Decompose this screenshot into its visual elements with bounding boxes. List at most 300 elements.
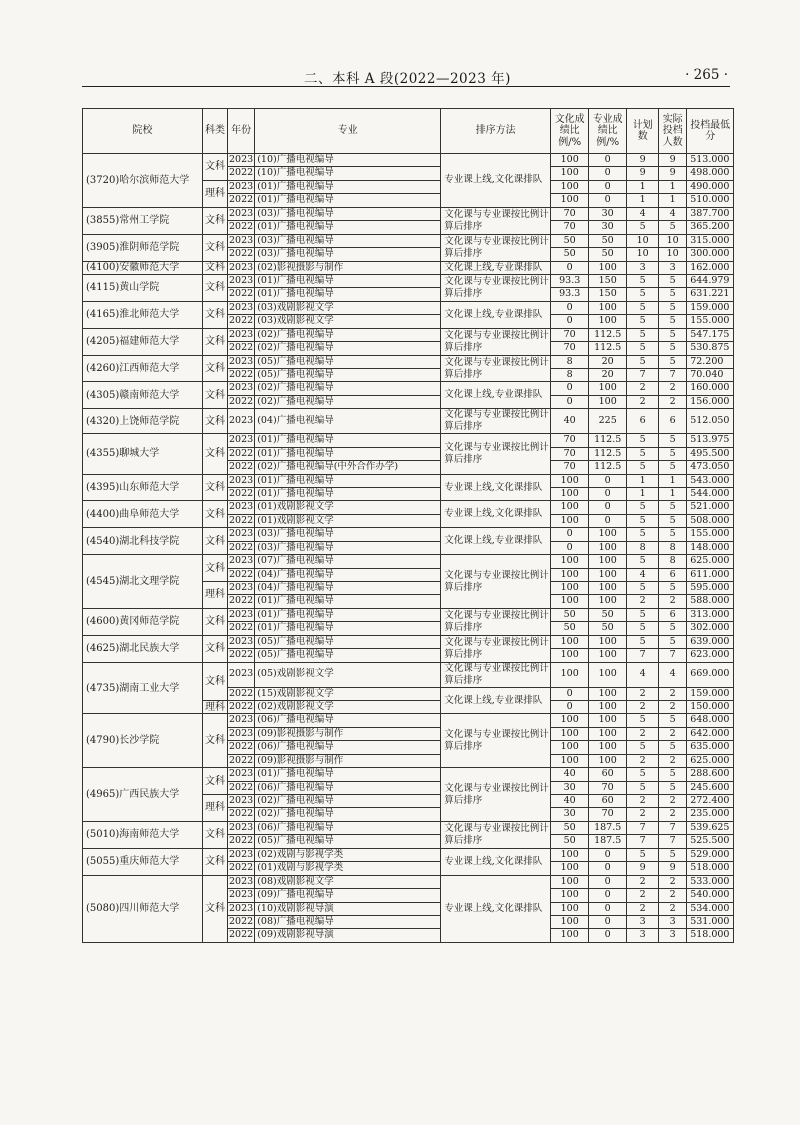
min-score: 159.000: [687, 687, 734, 700]
subject-category: 理科: [203, 795, 228, 822]
min-score: 159.000: [687, 301, 734, 314]
min-score: 162.000: [687, 261, 734, 274]
ranking-method: 专业课上线,文化课排队: [441, 501, 551, 528]
year: 2023: [228, 409, 255, 434]
major-name: (05)广播电视编导: [255, 649, 441, 662]
table-row: [83, 821, 734, 834]
major-ratio: 60: [589, 795, 627, 808]
min-score: 150.000: [687, 700, 734, 713]
min-score: 156.000: [687, 395, 734, 408]
culture-ratio: 100: [551, 555, 589, 568]
min-score: 272.400: [687, 795, 734, 808]
actual-count: 10: [659, 234, 687, 247]
actual-count: 5: [659, 635, 687, 648]
major-name: (08)广播电视编导: [255, 915, 441, 928]
actual-count: 2: [659, 700, 687, 713]
actual-count: 8: [659, 541, 687, 554]
school-name: (4545)湖北文理学院: [83, 555, 203, 609]
culture-ratio: 93.3: [551, 274, 589, 287]
major-name: (01)广播电视编导: [255, 434, 441, 447]
actual-count: 2: [659, 727, 687, 740]
min-score: 530.875: [687, 342, 734, 355]
year: 2023: [229, 848, 254, 860]
table-row: [83, 474, 734, 487]
actual-count: 3: [659, 929, 687, 942]
culture-ratio: 100: [551, 662, 589, 687]
plan-count: 5: [627, 514, 659, 527]
major-name: (01)广播电视编导: [255, 288, 441, 301]
subject-category: 文科: [203, 848, 228, 875]
culture-ratio: 100: [551, 180, 589, 193]
year: 2023: [229, 474, 254, 486]
major-ratio: 0: [589, 915, 627, 928]
header-method: 排序方法: [441, 109, 551, 154]
major-name: (01)广播电视编导: [255, 194, 441, 207]
actual-count: 5: [659, 328, 687, 341]
school-name: (4355)聊城大学: [83, 434, 203, 474]
culture-ratio: 0: [551, 315, 589, 328]
major-name: (03)广播电视编导: [255, 207, 441, 220]
plan-count: 7: [627, 821, 659, 834]
major-name: (04)广播电视编导: [255, 409, 441, 434]
min-score: 539.625: [687, 821, 734, 834]
major-ratio: 70: [589, 808, 627, 821]
table-row: [83, 234, 734, 247]
major-ratio: 0: [589, 875, 627, 888]
subject-category: 文科: [203, 608, 228, 635]
major-name: (02)影视摄影与制作: [255, 261, 441, 274]
year: 2023: [229, 821, 254, 833]
culture-ratio: 93.3: [551, 288, 589, 301]
subject-category: 文科: [203, 382, 228, 409]
year: 2023: [229, 180, 254, 192]
major-ratio: 0: [589, 929, 627, 942]
min-score: 611.000: [687, 568, 734, 581]
actual-count: 5: [659, 461, 687, 474]
min-score: 635.000: [687, 741, 734, 754]
actual-count: 6: [659, 409, 687, 434]
major-name: (02)广播电视编导(中外合作办学): [255, 461, 441, 474]
major-ratio: 50: [589, 234, 627, 247]
major-ratio: 60: [589, 768, 627, 781]
ranking-method: 文化课与专业课按比例计算后排序: [441, 434, 551, 474]
plan-count: 3: [627, 915, 659, 928]
actual-count: 5: [659, 447, 687, 460]
major-name: (08)戏剧影视文学: [255, 875, 441, 888]
culture-ratio: 40: [551, 409, 589, 434]
year: 2022: [229, 487, 254, 499]
plan-count: 5: [627, 741, 659, 754]
subject-category: 文科: [203, 528, 228, 555]
major-name: (01)广播电视编导: [255, 221, 441, 234]
plan-count: 5: [627, 714, 659, 727]
ranking-method: 文化课与专业课按比例计算后排序: [441, 555, 551, 609]
year: 2022: [229, 395, 254, 407]
ranking-method: 文化课与专业课按比例计算后排序: [441, 608, 551, 635]
table-row: [83, 274, 734, 287]
major-ratio: 100: [589, 700, 627, 713]
culture-ratio: 100: [551, 727, 589, 740]
culture-ratio: 100: [551, 514, 589, 527]
ranking-method: 文化课与专业课按比例计算后排序: [441, 768, 551, 822]
table-row: [83, 154, 734, 167]
culture-ratio: 100: [551, 848, 589, 861]
major-name: (02)广播电视编导: [255, 808, 441, 821]
actual-count: 5: [659, 622, 687, 635]
actual-count: 10: [659, 248, 687, 261]
year: 2023: [229, 727, 254, 739]
year: 2022: [229, 568, 254, 580]
culture-ratio: 70: [551, 342, 589, 355]
major-ratio: 0: [589, 514, 627, 527]
header-actual: 实际投档人数: [659, 109, 687, 154]
plan-count: 9: [627, 862, 659, 875]
school-name: (5010)海南师范大学: [83, 821, 203, 848]
table-row: [83, 328, 734, 341]
year: 2023: [229, 608, 254, 620]
major-ratio: 50: [589, 248, 627, 261]
year: 2022: [229, 342, 254, 354]
plan-count: 2: [627, 795, 659, 808]
school-name: (4540)湖北科技学院: [83, 528, 203, 555]
min-score: 642.000: [687, 727, 734, 740]
year: 2022: [229, 248, 254, 260]
major-name: (05)广播电视编导: [255, 835, 441, 848]
min-score: 521.000: [687, 501, 734, 514]
ranking-method: 文化课与专业课按比例计算后排序: [441, 635, 551, 662]
major-name: (02)广播电视编导: [255, 795, 441, 808]
major-name: (01)广播电视编导: [255, 608, 441, 621]
min-score: 245.600: [687, 781, 734, 794]
page-header: [82, 64, 730, 87]
culture-ratio: 40: [551, 795, 589, 808]
subject-category: 理科: [203, 180, 228, 207]
major-name: (07)广播电视编导: [255, 555, 441, 568]
year: 2023: [228, 662, 255, 687]
major-ratio: 112.5: [589, 447, 627, 460]
actual-count: 5: [659, 741, 687, 754]
major-name: (03)戏剧影视文学: [255, 301, 441, 314]
plan-count: 4: [627, 568, 659, 581]
actual-count: 5: [659, 221, 687, 234]
major-ratio: 100: [589, 754, 627, 767]
plan-count: 5: [627, 582, 659, 595]
culture-ratio: 0: [551, 687, 589, 700]
table-row: [83, 261, 734, 274]
actual-count: 6: [659, 568, 687, 581]
major-ratio: 100: [589, 662, 627, 687]
year: 2023: [229, 154, 254, 165]
year: 2023: [229, 501, 254, 513]
plan-count: 5: [627, 342, 659, 355]
culture-ratio: 50: [551, 835, 589, 848]
actual-count: 2: [659, 808, 687, 821]
major-name: (10)戏剧影视导演: [255, 902, 441, 915]
actual-count: 5: [659, 501, 687, 514]
major-name: (01)广播电视编导: [255, 595, 441, 608]
plan-count: 2: [627, 754, 659, 767]
min-score: 625.000: [687, 754, 734, 767]
major-ratio: 100: [589, 741, 627, 754]
major-ratio: 150: [589, 288, 627, 301]
min-score: 525.500: [687, 835, 734, 848]
major-ratio: 100: [589, 555, 627, 568]
actual-count: 5: [659, 288, 687, 301]
culture-ratio: 70: [551, 434, 589, 447]
year: 2022: [229, 915, 254, 927]
culture-ratio: 8: [551, 369, 589, 382]
year: 2022: [229, 862, 254, 874]
culture-ratio: 0: [551, 301, 589, 314]
actual-count: 2: [659, 875, 687, 888]
min-score: 644.979: [687, 274, 734, 287]
table-row: [83, 382, 734, 395]
min-score: 155.000: [687, 315, 734, 328]
culture-ratio: 0: [551, 528, 589, 541]
school-name: (5080)四川师范大学: [83, 875, 203, 942]
table-row: [83, 528, 734, 541]
plan-count: 5: [627, 555, 659, 568]
major-ratio: 30: [589, 207, 627, 220]
school-name: (4625)湖北民族大学: [83, 635, 203, 662]
school-name: (4600)黄冈师范学院: [83, 608, 203, 635]
major-ratio: 0: [589, 902, 627, 915]
ranking-method: 专业课上线,文化课排队: [441, 875, 551, 942]
major-name: (09)影视摄影与制作: [255, 727, 441, 740]
year: 2022: [229, 315, 254, 327]
min-score: 543.000: [687, 474, 734, 487]
subject-category: 文科: [203, 207, 228, 234]
year: 2022: [229, 194, 254, 206]
header-year: 年份: [228, 109, 255, 154]
year: 2023: [229, 355, 254, 367]
plan-count: 5: [627, 501, 659, 514]
plan-count: 9: [627, 154, 659, 167]
subject-category: 文科: [203, 474, 228, 501]
major-name: (03)戏剧影视文学: [255, 315, 441, 328]
plan-count: 5: [627, 461, 659, 474]
plan-count: 5: [627, 328, 659, 341]
min-score: 518.000: [687, 862, 734, 875]
actual-count: 1: [659, 194, 687, 207]
min-score: 531.000: [687, 915, 734, 928]
min-score: 508.000: [687, 514, 734, 527]
school-name: (3855)常州工学院: [83, 207, 203, 234]
plan-count: 5: [627, 447, 659, 460]
actual-count: 1: [659, 474, 687, 487]
culture-ratio: 100: [551, 741, 589, 754]
culture-ratio: 70: [551, 207, 589, 220]
actual-count: 5: [659, 781, 687, 794]
subject-category: 文科: [203, 768, 228, 795]
plan-count: 2: [627, 902, 659, 915]
min-score: 155.000: [687, 528, 734, 541]
ranking-method: 文化课与专业课按比例计算后排序: [441, 207, 551, 234]
ranking-method: 文化课上线,专业课排队: [441, 382, 551, 409]
subject-category: 文科: [203, 635, 228, 662]
major-ratio: 112.5: [589, 461, 627, 474]
subject-category: 文科: [203, 154, 228, 181]
major-name: (03)广播电视编导: [255, 234, 441, 247]
year: 2023: [229, 301, 254, 313]
actual-count: 5: [659, 514, 687, 527]
culture-ratio: 100: [551, 649, 589, 662]
plan-count: 5: [627, 301, 659, 314]
year: 2023: [229, 768, 254, 780]
ranking-method: 文化课与专业课按比例计算后排序: [441, 714, 551, 768]
major-name: (01)广播电视编导: [255, 768, 441, 781]
header-culture-ratio: 文化成绩比例/%: [551, 109, 589, 154]
major-name: (05)广播电视编导: [255, 635, 441, 648]
min-score: 513.000: [687, 154, 734, 167]
school-name: (4395)山东师范大学: [83, 474, 203, 501]
plan-count: 5: [627, 274, 659, 287]
ranking-method: 文化课与专业课按比例计算后排序: [441, 328, 551, 355]
ranking-method: 文化课上线,专业课排队: [441, 687, 551, 714]
actual-count: 2: [659, 902, 687, 915]
ranking-method: 文化课与专业课按比例计算后排序: [441, 274, 551, 301]
major-ratio: 20: [589, 369, 627, 382]
culture-ratio: 50: [551, 234, 589, 247]
subject-category: 文科: [203, 714, 228, 768]
culture-ratio: 100: [551, 595, 589, 608]
plan-count: 5: [627, 221, 659, 234]
min-score: 235.000: [687, 808, 734, 821]
major-ratio: 112.5: [589, 342, 627, 355]
plan-count: 2: [627, 687, 659, 700]
school-name: (4400)曲阜师范大学: [83, 501, 203, 528]
year: 2022: [229, 929, 254, 941]
actual-count: 9: [659, 154, 687, 167]
ranking-method: 文化课与专业课按比例计算后排序: [441, 355, 551, 382]
table-header-row: [83, 109, 734, 154]
min-score: 623.000: [687, 649, 734, 662]
actual-count: 2: [659, 595, 687, 608]
actual-count: 5: [659, 301, 687, 314]
year: 2022: [229, 754, 254, 766]
table-row: [83, 301, 734, 314]
major-ratio: 0: [589, 862, 627, 875]
min-score: 498.000: [687, 167, 734, 180]
school-name: (4115)黄山学院: [83, 274, 203, 301]
actual-count: 5: [659, 848, 687, 861]
header-school: 院校: [83, 109, 203, 154]
plan-count: 2: [627, 700, 659, 713]
year: 2023: [229, 555, 254, 567]
year: 2023: [229, 582, 254, 594]
plan-count: 3: [627, 261, 659, 274]
year: 2023: [229, 875, 254, 887]
plan-count: 9: [627, 167, 659, 180]
plan-count: 5: [627, 635, 659, 648]
min-score: 595.000: [687, 582, 734, 595]
major-ratio: 0: [589, 848, 627, 861]
min-score: 669.000: [687, 662, 734, 687]
subject-category: 文科: [203, 234, 228, 261]
subject-category: 文科: [203, 662, 228, 700]
major-ratio: 0: [589, 889, 627, 902]
major-name: (03)广播电视编导: [255, 528, 441, 541]
min-score: 639.000: [687, 635, 734, 648]
actual-count: 2: [659, 382, 687, 395]
min-score: 510.000: [687, 194, 734, 207]
year: 2023: [229, 207, 254, 219]
page-number: · 265 ·: [685, 67, 728, 83]
plan-count: 2: [627, 382, 659, 395]
ranking-method: 文化课与专业课按比例计算后排序: [441, 234, 551, 261]
table-row: [83, 501, 734, 514]
min-score: 631.221: [687, 288, 734, 301]
year: 2022: [229, 461, 254, 473]
actual-count: 2: [659, 795, 687, 808]
major-ratio: 100: [589, 595, 627, 608]
year: 2023: [229, 528, 254, 540]
min-score: 513.975: [687, 434, 734, 447]
year: 2023: [229, 234, 254, 246]
culture-ratio: 100: [551, 915, 589, 928]
year: 2022: [229, 622, 254, 634]
min-score: 625.000: [687, 555, 734, 568]
actual-count: 9: [659, 862, 687, 875]
major-name: (02)广播电视编导: [255, 328, 441, 341]
min-score: 490.000: [687, 180, 734, 193]
subject-category: 文科: [203, 409, 228, 434]
school-name: (4260)江西师范大学: [83, 355, 203, 382]
major-ratio: 0: [589, 180, 627, 193]
min-score: 313.000: [687, 608, 734, 621]
actual-count: 5: [659, 582, 687, 595]
min-score: 533.000: [687, 875, 734, 888]
major-ratio: 112.5: [589, 434, 627, 447]
major-name: (01)广播电视编导: [255, 474, 441, 487]
actual-count: 8: [659, 555, 687, 568]
table-row: [83, 662, 734, 687]
plan-count: 2: [627, 395, 659, 408]
school-name: (4320)上饶师范学院: [83, 409, 203, 434]
school-name: (4965)广西民族大学: [83, 768, 203, 822]
major-name: (15)戏剧影视文学: [255, 687, 441, 700]
year: 2023: [229, 274, 254, 286]
actual-count: 7: [659, 835, 687, 848]
plan-count: 6: [627, 409, 659, 434]
year: 2023: [229, 889, 254, 901]
year: 2023: [229, 635, 254, 647]
culture-ratio: 100: [551, 568, 589, 581]
major-ratio: 0: [589, 154, 627, 167]
year: 2022: [229, 595, 254, 607]
plan-count: 2: [627, 889, 659, 902]
plan-count: 2: [627, 875, 659, 888]
ranking-method: 专业课上线,文化课排队: [441, 154, 551, 208]
major-name: (02)戏剧影视文学: [255, 700, 441, 713]
plan-count: 5: [627, 434, 659, 447]
major-name: (04)广播电视编导: [255, 582, 441, 595]
major-name: (06)广播电视编导: [255, 741, 441, 754]
min-score: 544.000: [687, 487, 734, 500]
plan-count: 5: [627, 528, 659, 541]
actual-count: 5: [659, 434, 687, 447]
plan-count: 3: [627, 929, 659, 942]
culture-ratio: 100: [551, 474, 589, 487]
year: 2023: [229, 328, 254, 340]
subject-category: 文科: [203, 875, 228, 942]
actual-count: 2: [659, 889, 687, 902]
min-score: 160.000: [687, 382, 734, 395]
major-ratio: 100: [589, 635, 627, 648]
year: 2022: [229, 835, 254, 847]
year: 2023: [229, 382, 254, 394]
major-ratio: 0: [589, 167, 627, 180]
